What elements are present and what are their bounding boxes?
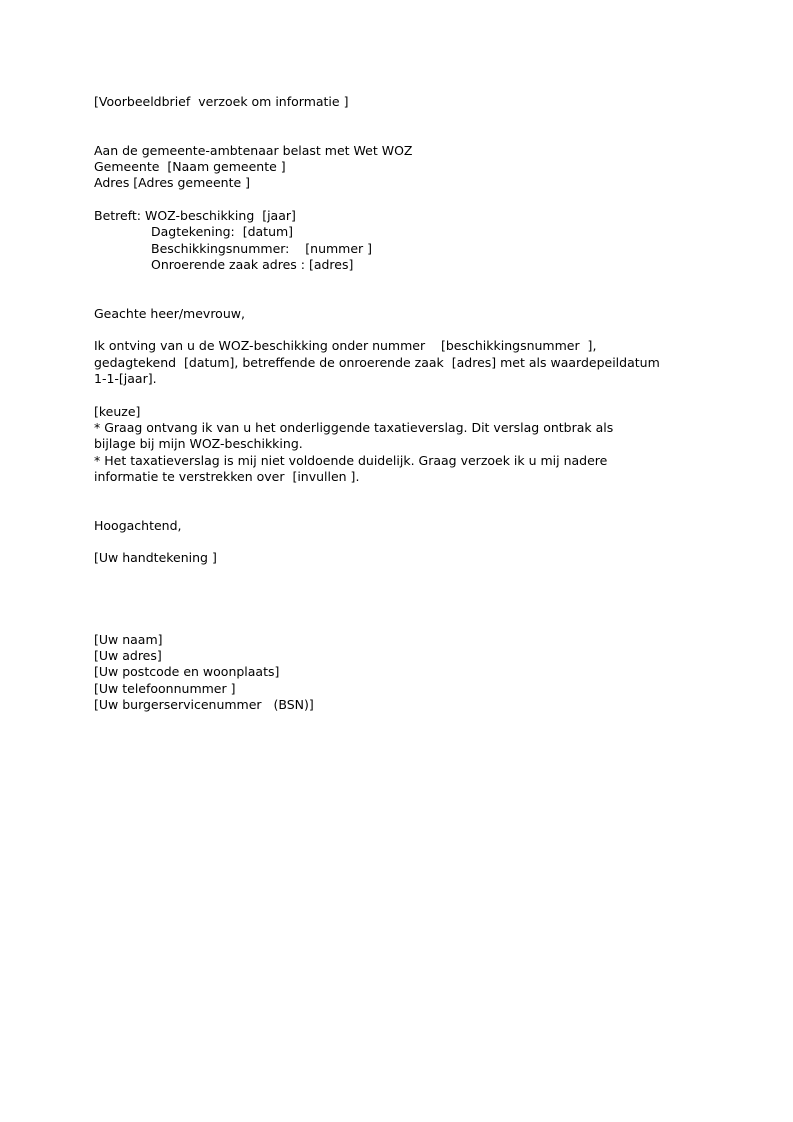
- subject-onroerende-zaak: Onroerende zaak adres : [adres]: [151, 256, 354, 272]
- spacer: [94, 485, 734, 518]
- sender-postcode-city: [Uw postcode en woonplaats]: [94, 664, 280, 680]
- letter-page: [94, 94, 734, 713]
- sender-block: [94, 632, 734, 713]
- choice-option-2-line-1: * Het taxatieverslag is mij niet voldoende duidelijk. Graag verzoek ik u mij nadere: [94, 452, 608, 468]
- spacer: [94, 534, 734, 550]
- choice-block: [94, 404, 734, 485]
- spacer: [94, 387, 734, 403]
- choice-label: [keuze]: [94, 403, 141, 419]
- subject-beschikkingsnummer: Beschikkingsnummer: [nummer ]: [151, 240, 373, 256]
- spacer: [94, 273, 734, 306]
- sender-name: [Uw naam]: [94, 631, 163, 647]
- spacer: [94, 567, 734, 632]
- intro-paragraph: [94, 338, 734, 387]
- sender-bsn: [Uw burgerservicenummer (BSN)]: [94, 696, 314, 712]
- recipient-line-2: Gemeente [Naam gemeente ]: [94, 159, 286, 175]
- signature-placeholder: [Uw handtekening ]: [94, 550, 217, 566]
- spacer: [94, 110, 734, 143]
- choice-option-2-line-2: informatie te verstrekken over [invullen ].: [94, 468, 360, 484]
- choice-option-1-line-2: bijlage bij mijn WOZ-beschikking.: [94, 436, 303, 452]
- recipient-line-1: Aan de gemeente-ambtenaar belast met Wet WOZ: [94, 142, 413, 158]
- sender-address: [Uw adres]: [94, 648, 162, 664]
- sender-phone: [Uw telefoonnummer ]: [94, 680, 236, 696]
- choice-option-1-line-1: * Graag ontvang ik van u het onderliggende taxatieverslag. Dit verslag ontbrak als: [94, 419, 614, 435]
- intro-line-2: gedagtekend [datum], betreffende de onroerende zaak [adres] met als waardepeildatum: [94, 354, 660, 370]
- subject-dagtekening: Dagtekening: [datum]: [151, 224, 294, 240]
- closing: Hoogachtend,: [94, 517, 182, 533]
- spacer: [94, 322, 734, 338]
- recipient-line-3: Adres [Adres gemeente ]: [94, 175, 251, 191]
- intro-line-1: Ik ontving van u de WOZ-beschikking onder nummer [beschikkingsnummer ],: [94, 338, 597, 354]
- subject-label: Betreft: WOZ-beschikking [jaar]: [94, 208, 296, 224]
- spacer: [94, 192, 734, 208]
- recipient-block: [94, 143, 734, 192]
- intro-line-3: 1-1-[jaar].: [94, 371, 157, 387]
- subject-block: [94, 208, 734, 273]
- letter-title: [Voorbeeldbrief verzoek om informatie ]: [94, 94, 349, 109]
- salutation: Geachte heer/mevrouw,: [94, 305, 245, 321]
